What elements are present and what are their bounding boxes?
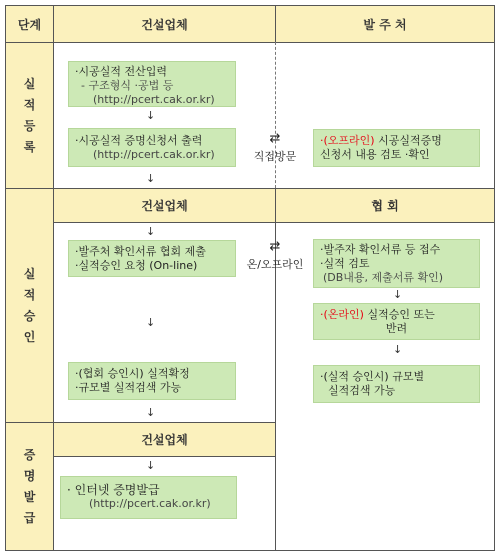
direct-visit-label: 직접방문 [253,150,297,163]
step-box-print [68,128,236,167]
step-text: ·시공실적 증명신청서 출력 [75,134,203,147]
stage-issue-char: 명 [23,468,36,483]
header-client: 발 주 처 [276,6,494,42]
step-text: ·시공실적 전산입력 [75,65,168,78]
table-header-border [5,42,495,43]
offline-tag: ·(오프라인) [320,134,375,147]
step-text: 실적검색 가능 [328,384,396,397]
down-arrow-icon: ↓ [146,172,156,185]
down-arrow-icon: ↓ [393,288,403,301]
stage-approve-char: 적 [23,287,36,302]
stage-issue-char: 급 [23,510,36,525]
step-box-input [68,61,236,107]
stage-approve-char: 실 [23,266,36,281]
step-text: ·실적승인 요청 (On-line) [75,259,198,272]
stage-register-char: 실 [23,76,36,91]
step-box-review [313,129,480,167]
stage-approve-char: 인 [23,329,36,344]
step-text: 실적승인 또는 [363,308,435,321]
step-box-approve [313,303,480,340]
stage-approve [6,189,53,422]
step-box-issue [60,476,237,519]
down-arrow-icon: ↓ [146,459,156,472]
step-box-search [313,365,480,403]
step-text: (http://pcert.cak.or.kr) [93,93,215,106]
down-arrow-icon: ↓ [146,225,156,238]
section2-header-association: 협 회 [276,189,494,222]
stage-approve-char: 승 [23,308,36,323]
step-text: ·규모별 실적검색 가능 [75,381,182,394]
online-tag: ·(온라인) [320,308,364,321]
stage-issue-char: 발 [23,489,36,504]
stage-register-char: 록 [23,139,36,154]
stage-register-char: 적 [23,97,36,112]
step-box-confirm [68,362,236,400]
onoff-label: 온/오프라인 [246,258,304,271]
stage-issue [6,423,53,550]
section2-header-line-left [54,222,275,223]
table-right-border [494,5,495,550]
stage-register [6,43,53,188]
down-arrow-icon: ↓ [146,316,156,329]
step-text: · 인터넷 증명발급 [67,483,160,497]
step-text: (http://pcert.cak.or.kr) [93,148,215,161]
step-text: ·발주처 확인서류 협회 제출 [75,245,206,258]
step-text: ·실적 검토 [320,257,370,270]
section3-header-contractor: 건설업체 [54,423,275,456]
section2-header-contractor: 건설업체 [54,189,275,222]
column-divider-2 [275,188,276,422]
step-text: 신청서 내용 검토 ·확인 [320,148,430,161]
step-text: (DB내용, 제출서류 확인) [323,271,444,284]
column-divider-1 [275,42,276,188]
down-arrow-icon: ↓ [146,109,156,122]
step-text: ·(협회 승인시) 실적확정 [75,367,190,380]
section3-header-line [54,456,275,457]
header-contractor: 건설업체 [54,6,275,42]
down-arrow-icon: ↓ [146,406,156,419]
step-text: - 구조형식 ·공법 등 [81,79,174,92]
stage-issue-char: 증 [23,447,36,462]
section3-right-border [275,422,276,550]
step-text: 시공실적증명 [374,134,442,147]
exchange-arrow-icon: ⇄ [269,131,281,146]
section2-header-line-right [276,222,494,223]
stage-register-char: 등 [23,118,36,133]
step-text: (http://pcert.cak.or.kr) [89,497,211,510]
header-stage: 단계 [6,6,53,42]
step-box-submit [68,240,236,277]
step-text: 반려 [385,322,408,335]
table-bottom-border [5,550,495,551]
stage-column-border [53,5,54,550]
down-arrow-icon: ↓ [393,343,403,356]
exchange-arrow-icon: ⇄ [269,239,281,254]
step-text: ·(실적 승인시) 규모별 [320,370,425,383]
step-box-receive [313,239,480,288]
step-text: ·발주자 확인서류 등 접수 [320,243,441,256]
